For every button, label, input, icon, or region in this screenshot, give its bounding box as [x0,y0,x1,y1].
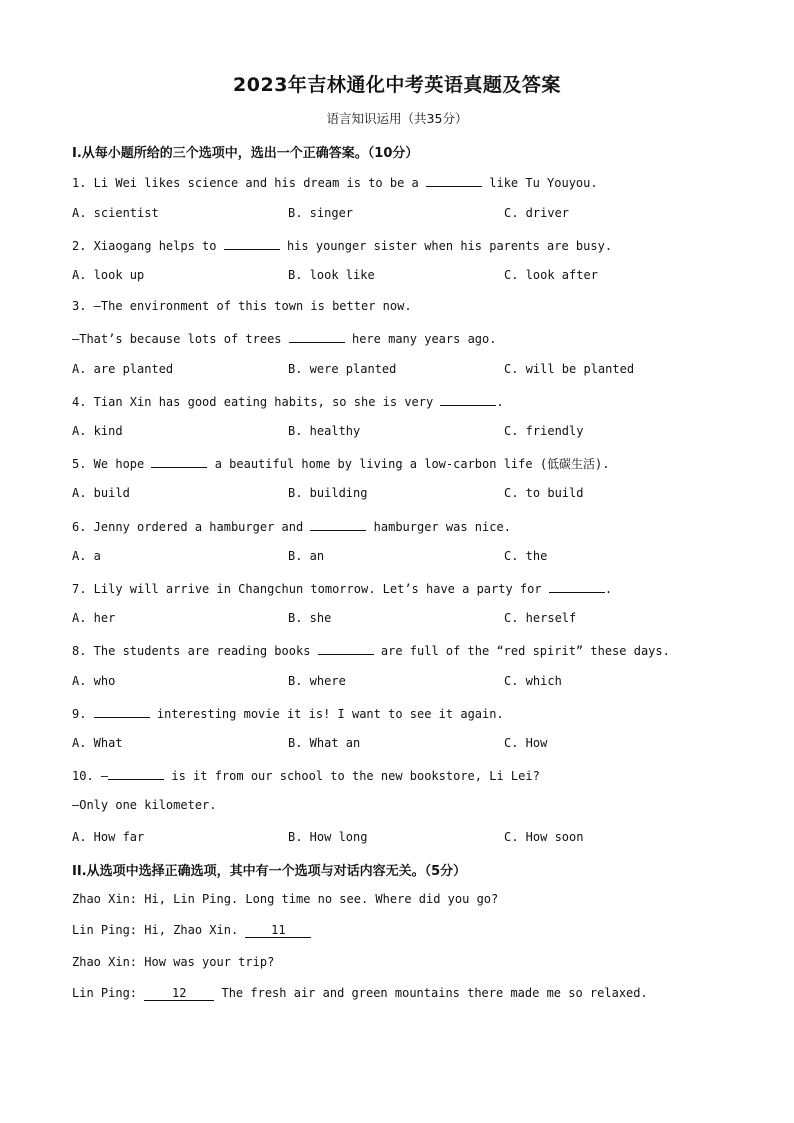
option-b: B. where [288,674,346,688]
section-1-heading: I.从每小题所给的三个选项中，选出一个正确答案。（10分） [72,146,419,161]
option-c: C. driver [504,206,570,220]
question-stem-reply: —That’s because lots of trees here many years ago. [72,332,497,346]
numbered-blank: 12 [144,986,214,1001]
answer-blank [426,174,482,187]
answer-blank [549,580,605,593]
numbered-blank: 11 [245,923,311,938]
option-a: A. look up [72,268,145,282]
question-stem: 2. Xiaogang helps to his younger sister when his parents are busy. [72,239,613,253]
option-a: A. are planted [72,362,174,376]
page-title: 2023年吉林通化中考英语真题及答案 [233,74,561,96]
option-a: A. who [72,674,116,688]
option-c: C. to build [504,486,584,500]
dialogue-line: Lin Ping: 12 The fresh air and green mountains there made me so relaxed. [72,986,648,1000]
question-stem-reply: —Only one kilometer. [72,798,217,812]
answer-blank [108,767,164,780]
question-stem: 6. Jenny ordered a hamburger and hamburger was nice. [72,520,511,534]
option-c: C. the [504,549,548,563]
option-c: C. How soon [504,830,584,844]
question-stem: 10. — is it from our school to the new bookstore, Li Lei? [72,769,540,783]
option-a: A. What [72,736,123,750]
option-b: B. building [288,486,368,500]
option-c: C. which [504,674,562,688]
dialogue-line: Lin Ping: Hi, Zhao Xin. 11 [72,923,311,938]
answer-blank [310,518,366,531]
question-stem: 5. We hope a beautiful home by living a low-carbon life (低碳生活). [72,457,610,471]
option-c: C. will be planted [504,362,635,376]
option-a: A. kind [72,424,123,438]
option-c: C. friendly [504,424,584,438]
answer-blank [224,237,280,250]
question-stem: 7. Lily will arrive in Changchun tomorrow. Let’s have a party for . [72,582,613,596]
answer-blank [318,642,374,655]
page-subtitle: 语言知识运用（共35分） [326,111,468,126]
option-b: B. an [288,549,325,563]
option-c: C. look after [504,268,598,282]
question-stem: 9. interesting movie it is! I want to see it again. [72,707,504,721]
option-a: A. How far [72,830,145,844]
option-b: B. How long [288,830,368,844]
option-b: B. What an [288,736,361,750]
answer-blank [289,330,345,343]
option-a: A. build [72,486,130,500]
question-stem: 3. —The environment of this town is better now. [72,299,412,313]
option-b: B. were planted [288,362,397,376]
question-stem: 4. Tian Xin has good eating habits, so she is very . [72,395,504,409]
dialogue-line: Zhao Xin: How was your trip? [72,955,275,969]
option-b: B. singer [288,206,354,220]
answer-blank [151,455,207,468]
option-c: C. herself [504,611,577,625]
dialogue-line: Zhao Xin: Hi, Lin Ping. Long time no see. Where did you go? [72,892,499,906]
option-a: A. her [72,611,116,625]
question-stem: 1. Li Wei likes science and his dream is to be a like Tu Youyou. [72,176,598,190]
option-a: A. scientist [72,206,159,220]
section-2-heading: II.从选项中选择正确选项，其中有一个选项与对话内容无关。（5分） [72,864,467,879]
option-c: C. How [504,736,548,750]
answer-blank [94,705,150,718]
question-stem: 8. The students are reading books are full of the “red spirit” these days. [72,644,670,658]
answer-blank [440,393,496,406]
option-b: B. look like [288,268,375,282]
option-a: A. a [72,549,101,563]
option-b: B. healthy [288,424,361,438]
option-b: B. she [288,611,332,625]
